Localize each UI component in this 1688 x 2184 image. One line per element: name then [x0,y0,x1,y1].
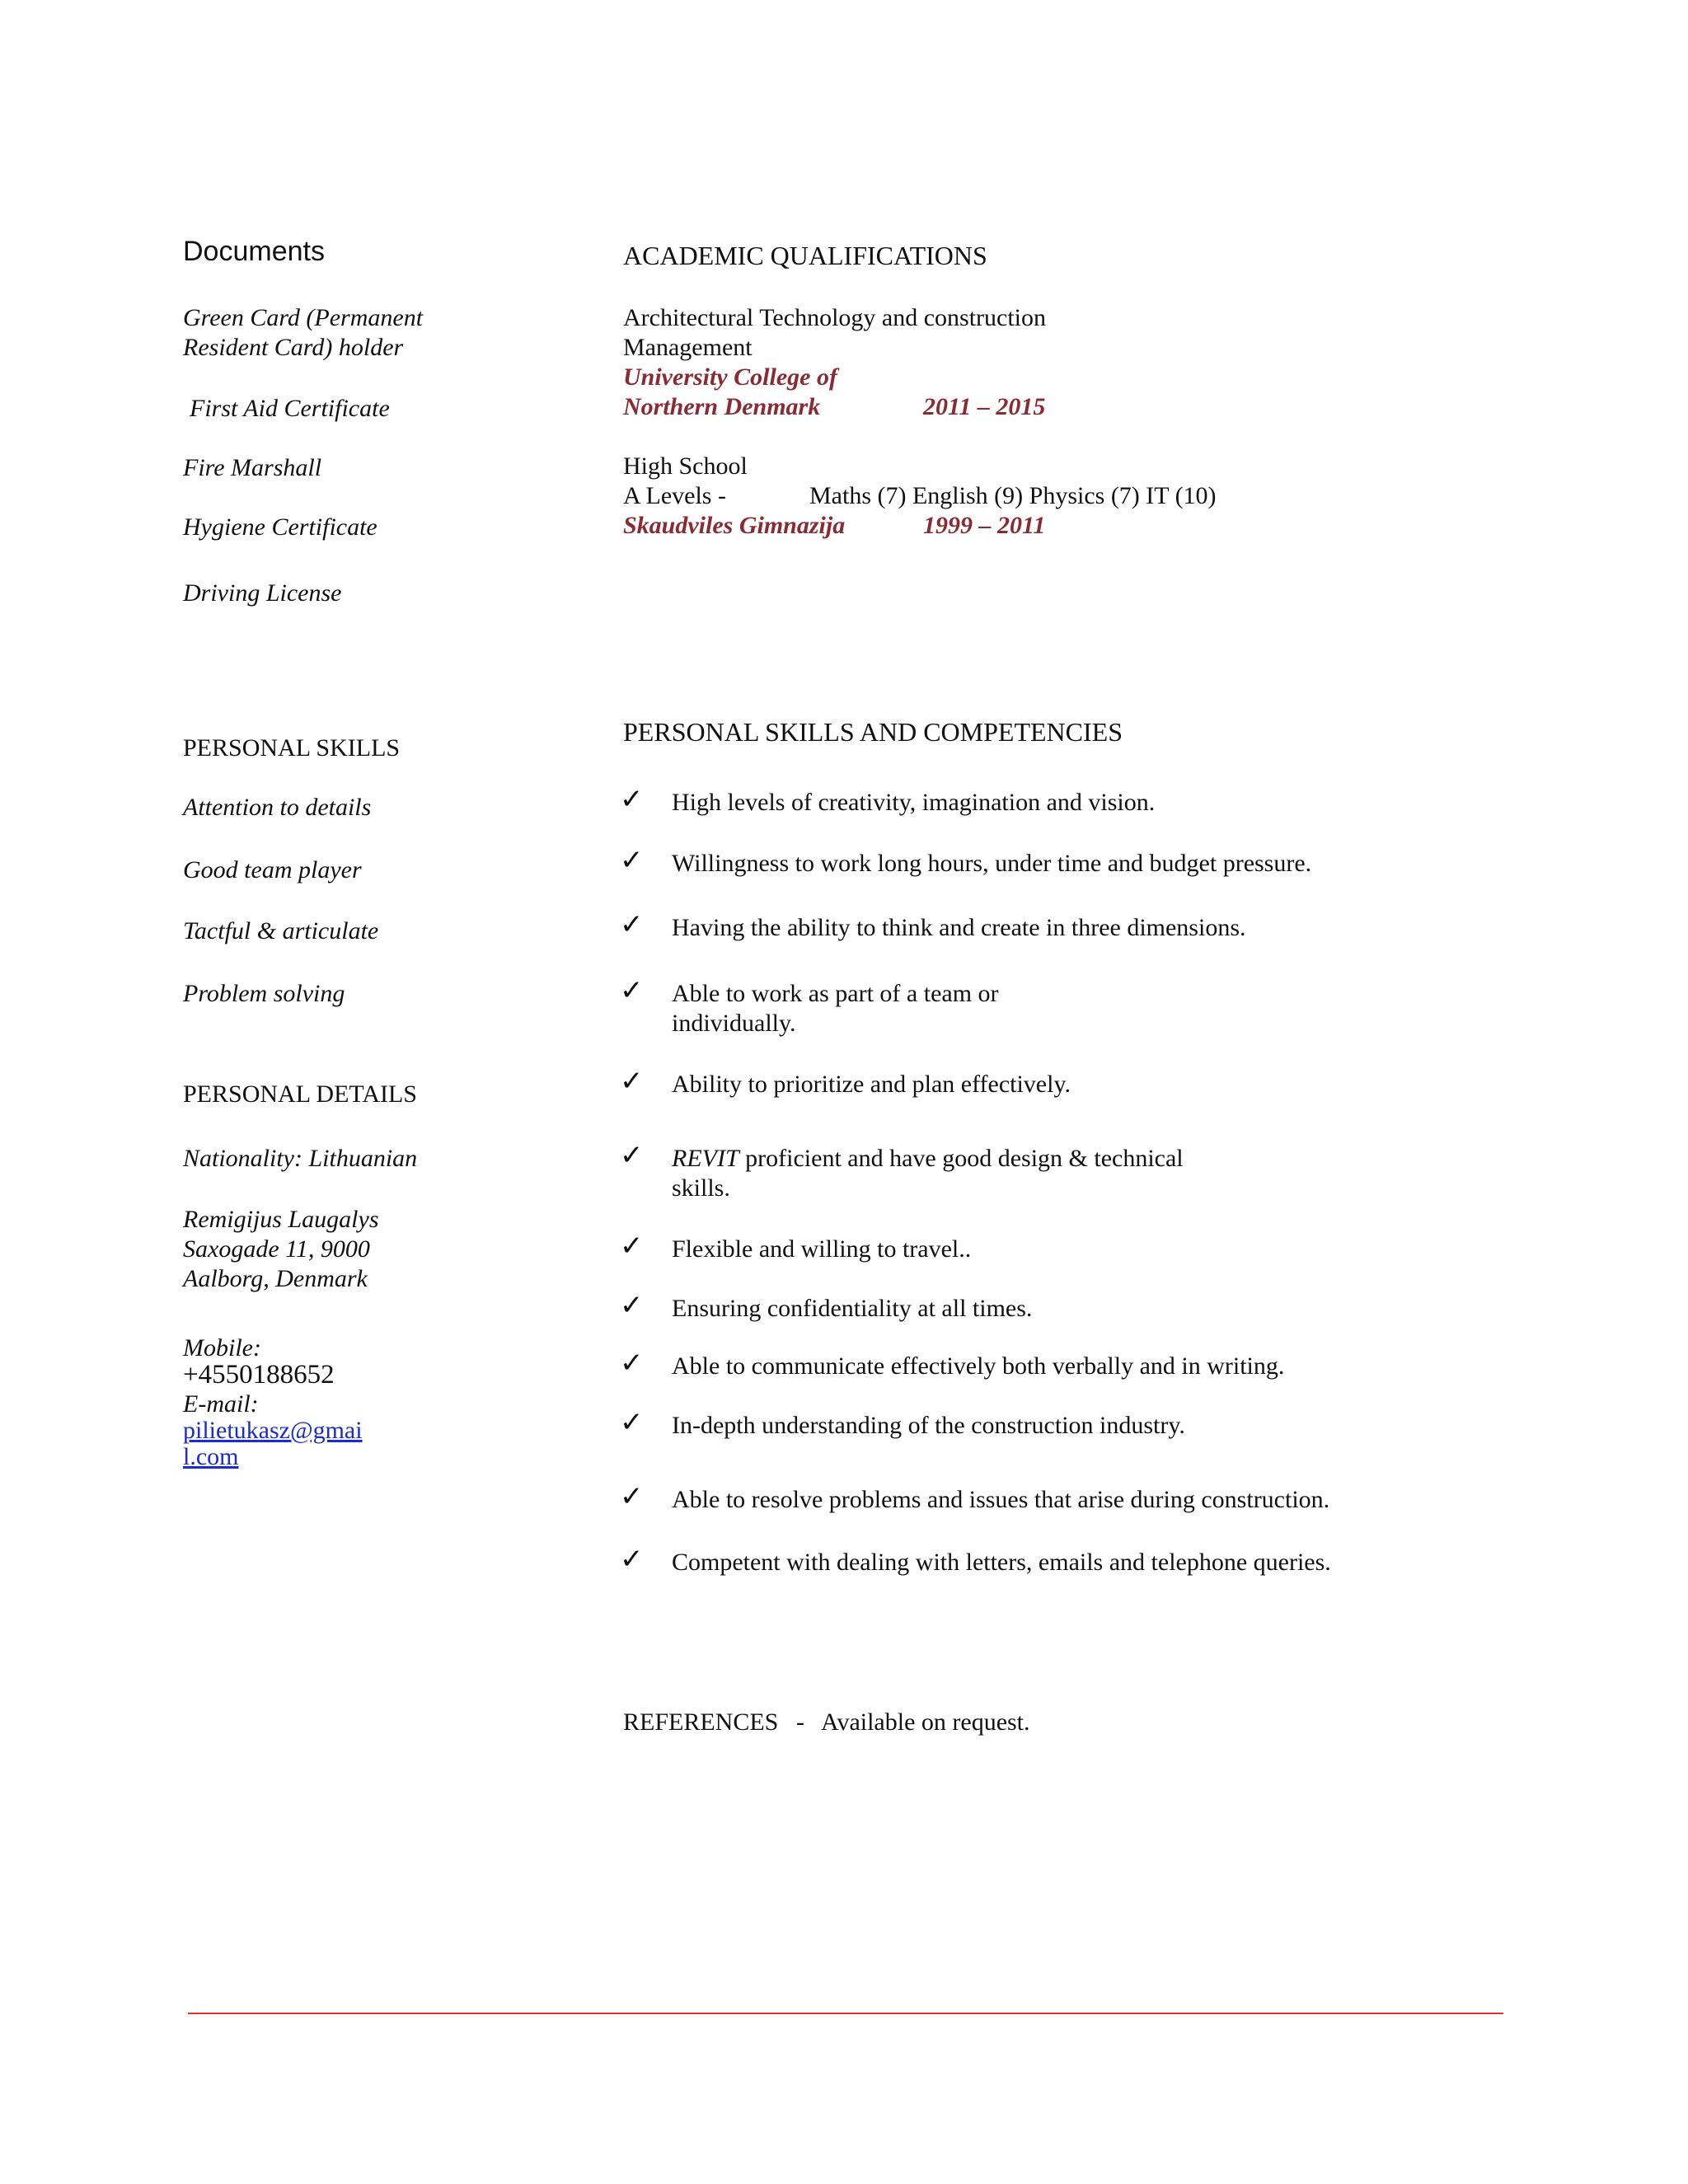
mobile-number: +4550188652 [183,1360,335,1390]
revit-term: REVIT [672,1145,739,1172]
address-line: Aalborg, Denmark [183,1265,368,1292]
competency-item: Competent with dealing with letters, emails and telephone queries. [672,1549,1331,1576]
check-icon: ✓ [620,1289,644,1322]
document-item-driving-license: Driving License [183,579,342,607]
school-label: High School [623,452,748,480]
competencies-heading: PERSONAL SKILLS AND COMPETENCIES [623,717,1123,747]
personal-skill-item: Problem solving [183,980,345,1007]
check-icon: ✓ [620,908,644,941]
footer-rule [188,2013,1503,2014]
references-text: Available on request. [821,1708,1030,1736]
personal-skill-item: Good team player [183,856,362,883]
university-name: University College of [623,363,837,391]
degree-line: Management [623,334,753,361]
document-item-fire-marshall: Fire Marshall [183,454,322,481]
personal-details-heading: PERSONAL DETAILS [183,1080,417,1108]
email-label: E-mail: [183,1390,259,1418]
document-item-hygiene: Hygiene Certificate [183,513,377,541]
competency-item: Having the ability to think and create in three dimensions. [672,914,1246,941]
competency-item: High levels of creativity, imagination and vision. [672,789,1156,816]
competency-item: In-depth understanding of the construction industry. [672,1412,1185,1439]
academic-heading: ACADEMIC QUALIFICATIONS [623,241,987,270]
school-name: Skaudviles Gimnazija [623,512,846,539]
university-years: 2011 – 2015 [923,393,1046,420]
references-label: REFERENCES [623,1708,779,1736]
email-link-line1[interactable]: pilietukasz@gmai [183,1417,363,1444]
competency-item [672,1144,1184,1174]
competency-item: Willingness to work long hours, under time and budget pressure. [672,850,1312,877]
degree-line: Architectural Technology and construction [623,304,1047,331]
document-item-green-card-1: Green Card (Permanent [183,304,424,331]
check-icon: ✓ [620,1480,644,1513]
a-levels-grades: Maths (7) English (9) Physics (7) IT (10) [809,482,1217,509]
document-item-green-card-2: Resident Card) holder [183,334,404,361]
address-line: Remigijus Laugalys [183,1206,379,1233]
check-icon: ✓ [620,1347,644,1380]
check-icon: ✓ [620,1065,644,1098]
competency-item: Able to work as part of a team or [672,980,999,1007]
school-years: 1999 – 2011 [923,512,1046,539]
personal-skills-heading: PERSONAL SKILLS [183,734,401,762]
a-levels-label: A Levels - [623,482,726,509]
check-icon: ✓ [620,974,644,1007]
revit-description: proficient and have good design & technical [738,1145,1184,1172]
email-link-line2[interactable]: l.com [183,1443,239,1470]
address-line: Saxogade 11, 9000 [183,1235,370,1263]
competency-item: Flexible and willing to travel.. [672,1235,972,1263]
competency-item: Able to resolve problems and issues that arise during construction. [672,1486,1330,1513]
references-separator: - [796,1708,804,1736]
check-icon: ✓ [620,844,644,877]
mobile-label: Mobile: [183,1334,261,1361]
competency-item-continued: individually. [672,1010,796,1037]
check-icon: ✓ [620,1406,644,1439]
competency-item: Able to communicate effectively both verbally and in writing. [672,1352,1285,1380]
competency-item: Ensuring confidentiality at all times. [672,1295,1033,1322]
check-icon: ✓ [620,1543,644,1576]
check-icon: ✓ [620,1230,644,1263]
check-icon: ✓ [620,783,644,816]
nationality: Nationality: Lithuanian [183,1145,418,1172]
document-item-first-aid: First Aid Certificate [190,395,390,422]
personal-skill-item: Attention to details [183,794,372,821]
documents-heading: Documents [183,236,325,267]
check-icon: ✓ [620,1139,644,1172]
competency-item: Ability to prioritize and plan effectively. [672,1071,1071,1098]
personal-skill-item: Tactful & articulate [183,917,379,944]
competency-item-continued: skills. [672,1174,730,1202]
university-name: Northern Denmark [623,393,821,420]
